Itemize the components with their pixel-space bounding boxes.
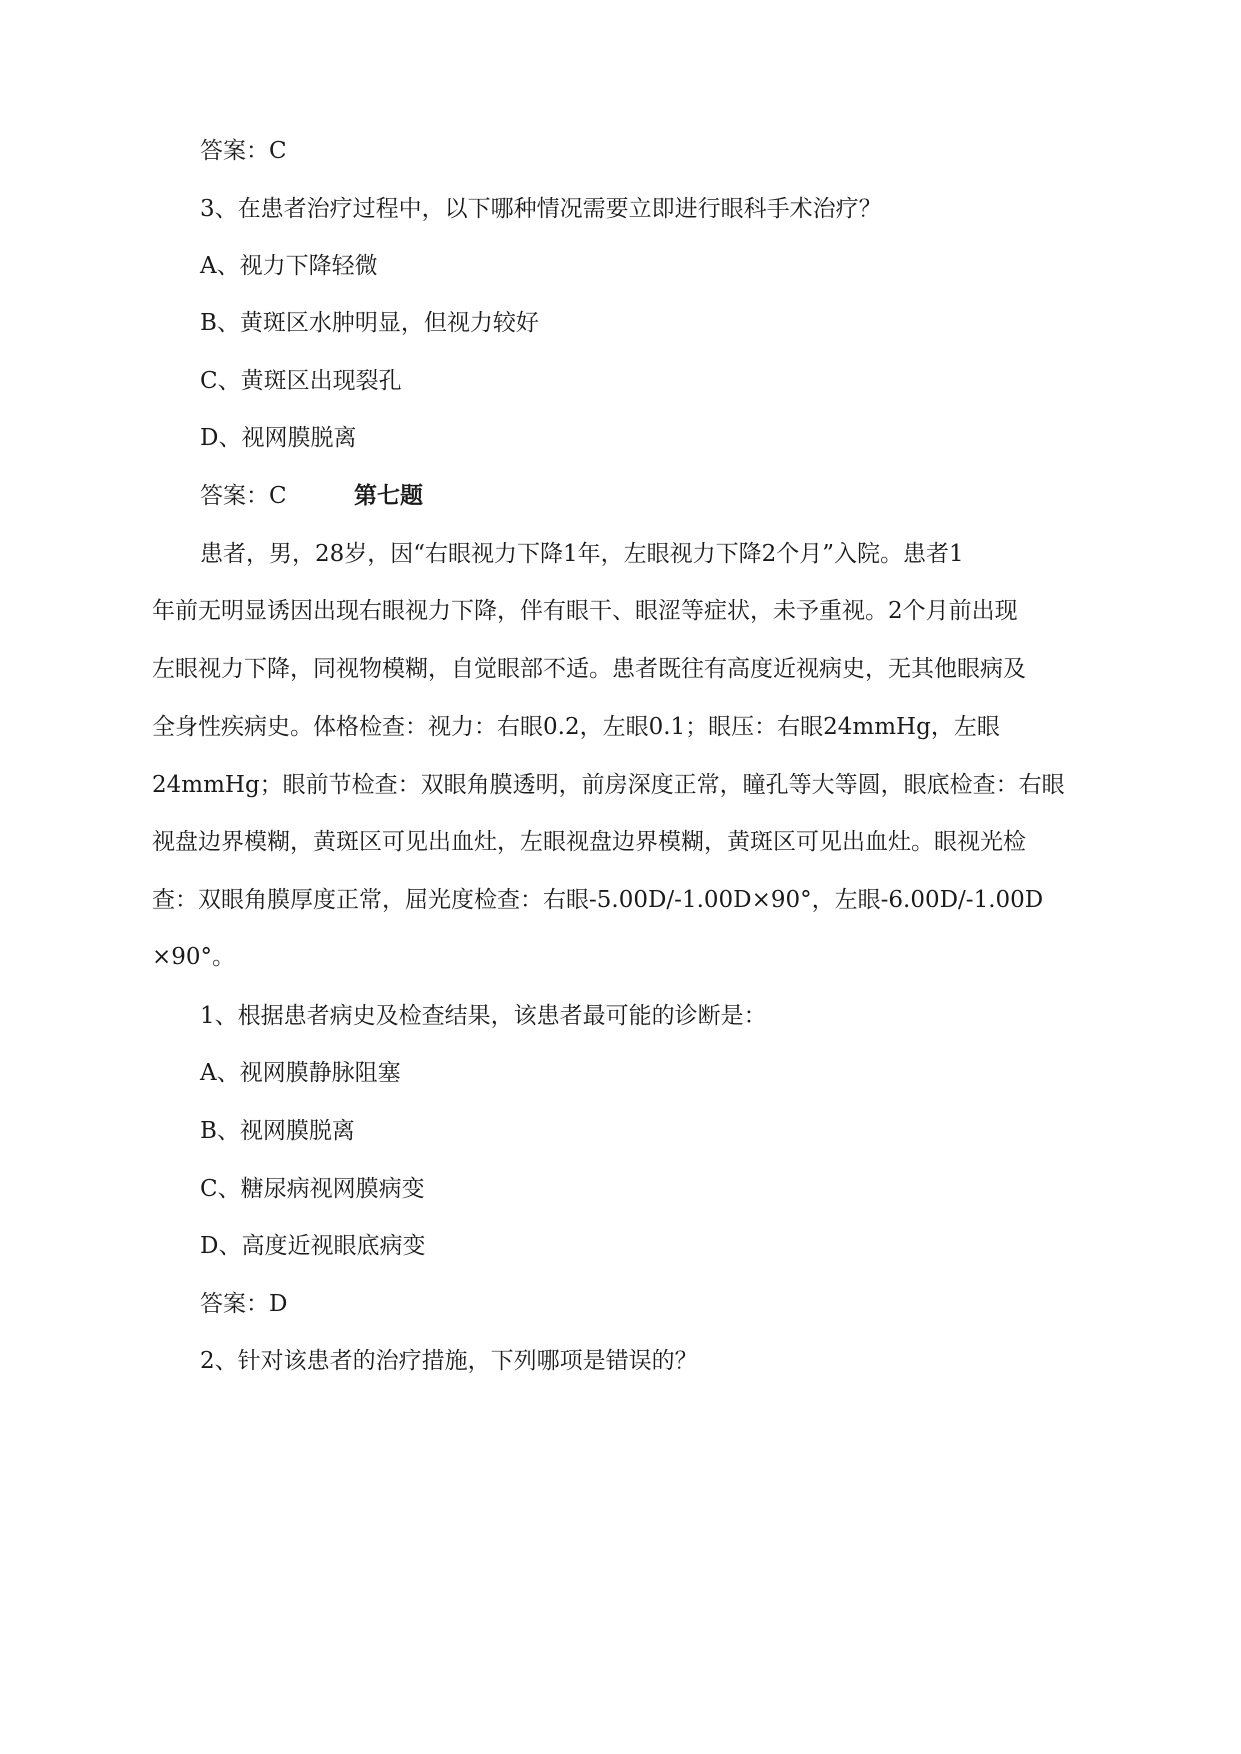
question-1-text: 1、根据患者病史及检查结果，该患者最可能的诊断是： bbox=[200, 1003, 767, 1029]
answer-line: 答案：C bbox=[200, 483, 287, 509]
option-b: B、视网膜脱离 bbox=[200, 1118, 355, 1144]
case-line: 查：双眼角膜厚度正常，屈光度检查：右眼-5.00D/-1.00D×90°，左眼-6.00D/-1.00D bbox=[152, 887, 1044, 913]
section-heading: 第七题 bbox=[354, 482, 423, 509]
case-line: 视盘边界模糊，黄斑区可见出血灶，左眼视盘边界模糊，黄斑区可见出血灶。眼视光检 bbox=[152, 829, 1026, 855]
case-line: ×90°。 bbox=[152, 944, 236, 970]
option-c: C、糖尿病视网膜病变 bbox=[200, 1176, 425, 1202]
option-d: D、视网膜脱离 bbox=[200, 425, 357, 451]
case-line: 年前无明显诱因出现右眼视力下降，伴有眼干、眼涩等症状，未予重视。2个月前出现 bbox=[152, 598, 1018, 624]
answer-line: 答案：D bbox=[200, 1291, 288, 1317]
case-line: 全身性疾病史。体格检查：视力：右眼0.2，左眼0.1；眼压：右眼24mmHg，左眼 bbox=[152, 714, 1000, 740]
option-a: A、视网膜静脉阻塞 bbox=[200, 1060, 401, 1086]
case-line: 左眼视力下降，同视物模糊，自觉眼部不适。患者既往有高度近视病史，无其他眼病及 bbox=[152, 656, 1026, 682]
option-b: B、黄斑区水肿明显，但视力较好 bbox=[200, 310, 539, 336]
question-2-text: 2、针对该患者的治疗措施，下列哪项是错误的？ bbox=[200, 1348, 698, 1374]
question-3-text: 3、在患者治疗过程中，以下哪种情况需要立即进行眼科手术治疗？ bbox=[200, 196, 882, 222]
option-a: A、视力下降轻微 bbox=[200, 253, 378, 279]
option-d: D、高度近视眼底病变 bbox=[200, 1233, 426, 1259]
case-line: 患者，男，28岁，因“右眼视力下降1年，左眼视力下降2个月”入院。患者1 bbox=[200, 541, 964, 567]
answer-line: 答案：C bbox=[200, 138, 287, 164]
option-c: C、黄斑区出现裂孔 bbox=[200, 368, 402, 394]
case-line: 24mmHg；眼前节检查：双眼角膜透明，前房深度正常，瞳孔等大等圆，眼底检查：右眼 bbox=[152, 772, 1065, 798]
